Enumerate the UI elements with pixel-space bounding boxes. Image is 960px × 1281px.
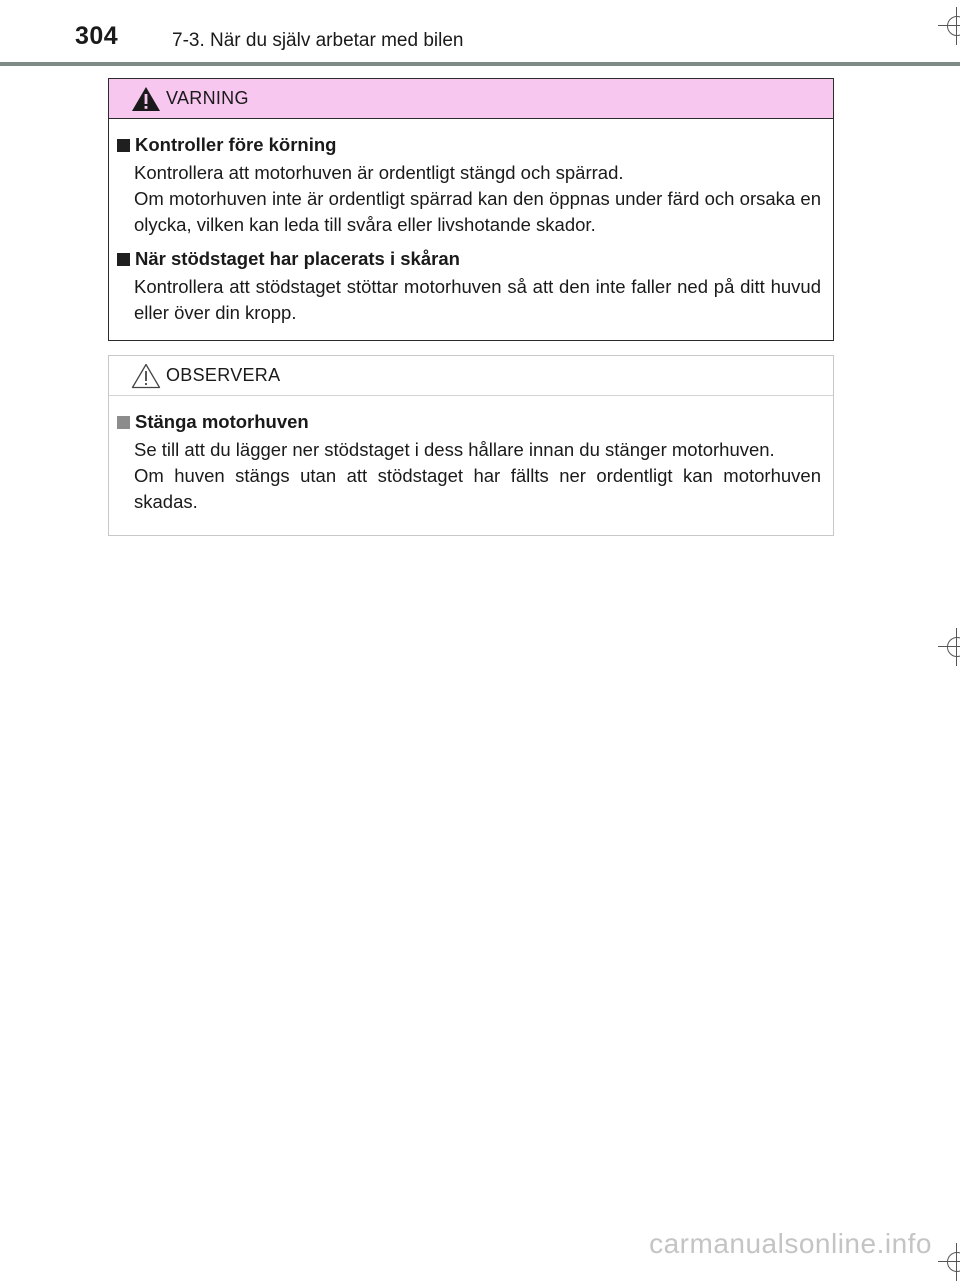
- item-heading: När stödstaget har placerats i skåran: [135, 248, 460, 269]
- crop-mark-top-right: [947, 16, 960, 36]
- item-paragraph: Kontrollera att stödstaget stöttar motorhuven så att den inte faller ned på ditt huvud eller över din kropp.: [134, 276, 821, 323]
- crop-mark-middle-right: [947, 637, 960, 657]
- item-paragraph: Se till att du lägger ner stödstaget i dess hållare innan du stänger motorhuven.: [134, 439, 775, 460]
- page-number: 304: [75, 22, 119, 50]
- warning-body: [109, 119, 833, 326]
- item-heading: Stänga motorhuven: [135, 411, 309, 432]
- square-bullet-icon: [117, 416, 130, 429]
- square-bullet-icon: [117, 139, 130, 152]
- item-paragraph: Om huven stängs utan att stödstaget har fällts ner ordentligt kan motorhuven skadas.: [134, 465, 821, 512]
- square-bullet-icon: [117, 253, 130, 266]
- notice-body: [109, 396, 833, 515]
- section-title: 7-3. När du själv arbetar med bilen: [172, 30, 464, 51]
- crop-mark-bottom-right: [947, 1252, 960, 1272]
- notice-label: OBSERVERA: [166, 365, 281, 385]
- warning-triangle-icon: [131, 86, 161, 112]
- notice-header: [109, 356, 833, 396]
- header-rule: [0, 62, 960, 66]
- item-paragraph: Kontrollera att motorhuven är ordentligt stängd och spärrad.: [134, 162, 624, 183]
- caution-triangle-icon: [131, 363, 161, 389]
- warning-header: [109, 79, 833, 119]
- notice-item: [117, 410, 821, 515]
- item-heading: Kontroller före körning: [135, 134, 337, 155]
- warning-item: [117, 133, 821, 238]
- warning-item: [117, 247, 821, 326]
- warning-label: VARNING: [166, 88, 249, 108]
- warning-box: [108, 78, 834, 341]
- watermark: carmanualsonline.info: [649, 1228, 932, 1259]
- item-paragraph: Om motorhuven inte är ordentligt spärrad kan den öppnas under färd och orsaka en olycka, vilken kan leda till svåra eller livshotande skador.: [134, 188, 821, 235]
- notice-box: [108, 355, 834, 536]
